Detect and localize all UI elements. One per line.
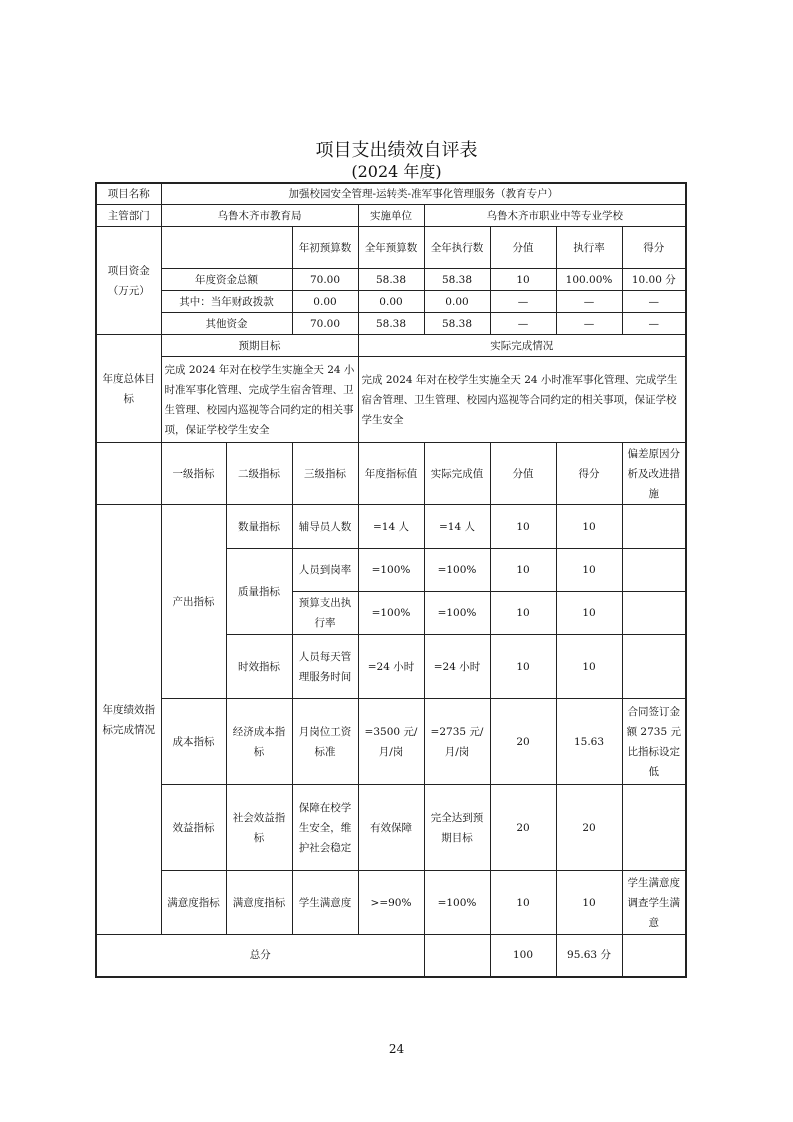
indicator-cell: 10 (556, 592, 622, 635)
fund-cell: — (622, 291, 686, 313)
project-name-label: 项目名称 (96, 183, 161, 205)
col-header: 全年预算数 (358, 227, 424, 269)
output-indicator-label: 产出指标 (161, 505, 226, 699)
empty-cell (622, 935, 686, 977)
indicator-cell (622, 592, 686, 635)
econ-cost-indicator-label: 经济成本指标 (226, 699, 292, 785)
table-row (96, 699, 686, 785)
indicator-cell: =100% (424, 871, 490, 935)
total-label: 总分 (96, 935, 424, 977)
empty-cell (161, 227, 292, 269)
indicator-cell: 完全达到预期目标 (424, 785, 490, 871)
col-header: 分值 (490, 227, 556, 269)
table-row (96, 505, 686, 549)
indicator-cell: 20 (556, 785, 622, 871)
indicator-cell: 20 (490, 785, 556, 871)
empty-cell (96, 443, 161, 505)
total-score-value: 100 (490, 935, 556, 977)
impl-value: 乌鲁木齐市职业中等专业学校 (424, 205, 686, 227)
indicator-cell: =100% (358, 592, 424, 635)
evaluation-table (95, 182, 687, 978)
fund-cell: 58.38 (424, 269, 490, 291)
actual-goal-text: 完成 2024 年对在校学生实施全天 24 小时准军事化管理、完成学生宿舍管理、卫生管理、校园内巡视等合同约定的相关事项，保证学校学生安全 (358, 357, 686, 443)
col-header: 年初预算数 (292, 227, 358, 269)
indicator-cell: =100% (424, 549, 490, 592)
dept-value: 乌鲁木齐市教育局 (161, 205, 358, 227)
indicator-cell: 15.63 (556, 699, 622, 785)
qty-indicator-label: 数量指标 (226, 505, 292, 549)
page-number: 24 (388, 1042, 405, 1056)
table-row (96, 291, 686, 313)
table-row (96, 335, 686, 357)
actual-goal-header: 实际完成情况 (358, 335, 686, 357)
indicator-cell: 有效保障 (358, 785, 424, 871)
satisfaction-sub-indicator-label: 满意度指标 (226, 871, 292, 935)
indicator-cell: =24 小时 (358, 635, 424, 699)
fund-cell: — (490, 291, 556, 313)
cost-indicator-label: 成本指标 (161, 699, 226, 785)
time-indicator-label: 时效指标 (226, 635, 292, 699)
social-benefit-indicator-label: 社会效益指标 (226, 785, 292, 871)
col-header: 三级指标 (292, 443, 358, 505)
table-row (96, 269, 686, 291)
indicator-cell: 10 (556, 635, 622, 699)
fund-cell: 100.00% (556, 269, 622, 291)
col-header: 年度指标值 (358, 443, 424, 505)
indicator-cell: =14 人 (358, 505, 424, 549)
fund-cell: — (556, 313, 622, 335)
indicator-cell: 人员到岗率 (292, 549, 358, 592)
fund-row-label: 其他资金 (161, 313, 292, 335)
indicator-cell: =100% (424, 592, 490, 635)
fund-row-label: 其中：当年财政拨款 (161, 291, 292, 313)
indicator-cell: =14 人 (424, 505, 490, 549)
indicator-cell: 10 (490, 635, 556, 699)
indicator-cell: 学生满意度 (292, 871, 358, 935)
col-header: 实际完成值 (424, 443, 490, 505)
indicator-cell: 10 (490, 505, 556, 549)
indicator-cell: 10 (556, 871, 622, 935)
indicator-cell: >=90% (358, 871, 424, 935)
col-header: 全年执行数 (424, 227, 490, 269)
fund-cell: 58.38 (424, 313, 490, 335)
indicator-cell (622, 635, 686, 699)
indicator-cell: 保障在校学生安全，维护社会稳定 (292, 785, 358, 871)
col-header: 得分 (556, 443, 622, 505)
satisfaction-indicator-label: 满意度指标 (161, 871, 226, 935)
indicator-cell: 10 (490, 871, 556, 935)
deviation-note: 学生满意度调查学生满意 (622, 871, 686, 935)
fund-cell: 10 (490, 269, 556, 291)
fund-cell: 70.00 (292, 313, 358, 335)
fund-cell: 58.38 (358, 269, 424, 291)
table-row (96, 443, 686, 505)
expected-goal-text: 完成 2024 年对在校学生实施全天 24 小时准军事化管理、完成学生宿舍管理、卫生管理、校园内巡视等合同约定的相关事项，保证学校学生安全 (161, 357, 358, 443)
table-row (96, 871, 686, 935)
fund-cell: — (490, 313, 556, 335)
indicator-cell: =3500 元/月/岗 (358, 699, 424, 785)
indicator-cell: 人员每天管理服务时间 (292, 635, 358, 699)
indicator-cell: 10 (556, 549, 622, 592)
table-row (96, 785, 686, 871)
indicator-cell (622, 785, 686, 871)
fund-cell: 0.00 (292, 291, 358, 313)
fund-cell: 70.00 (292, 269, 358, 291)
fund-cell: 0.00 (424, 291, 490, 313)
table-row (96, 227, 686, 269)
indicator-cell: 10 (490, 592, 556, 635)
page-title: 项目支出绩效自评表 (315, 140, 478, 161)
col-header: 得分 (622, 227, 686, 269)
deviation-note: 合同签订金额 2735 元比指标设定低 (622, 699, 686, 785)
empty-cell (424, 935, 490, 977)
impl-label: 实施单位 (358, 205, 424, 227)
dept-label: 主管部门 (96, 205, 161, 227)
indicator-cell: 10 (556, 505, 622, 549)
benefit-indicator-label: 效益指标 (161, 785, 226, 871)
table-row (96, 205, 686, 227)
indicator-cell (622, 505, 686, 549)
indicators-label: 年度绩效指标完成情况 (96, 505, 161, 935)
indicator-cell: 月岗位工资标准 (292, 699, 358, 785)
col-header: 执行率 (556, 227, 622, 269)
fund-row-label: 年度资金总额 (161, 269, 292, 291)
col-header: 一级指标 (161, 443, 226, 505)
total-score: 95.63 分 (556, 935, 622, 977)
fund-cell: 10.00 分 (622, 269, 686, 291)
indicator-cell: 10 (490, 549, 556, 592)
fund-cell: 58.38 (358, 313, 424, 335)
indicator-cell: =2735 元/月/岗 (424, 699, 490, 785)
expected-goal-header: 预期目标 (161, 335, 358, 357)
indicator-cell: 预算支出执行率 (292, 592, 358, 635)
table-row (96, 183, 686, 205)
funds-label: 项目资金（万元） (96, 227, 161, 335)
goals-label: 年度总体目标 (96, 335, 161, 443)
page-subtitle: (2024 年度) (351, 162, 442, 181)
table-row (96, 357, 686, 443)
fund-cell: — (556, 291, 622, 313)
fund-cell: 0.00 (358, 291, 424, 313)
table-row (96, 313, 686, 335)
quality-indicator-label: 质量指标 (226, 549, 292, 635)
indicator-cell: 辅导员人数 (292, 505, 358, 549)
project-name-value: 加强校园安全管理-运转类-准军事化管理服务（教育专户） (161, 183, 686, 205)
fund-cell: — (622, 313, 686, 335)
col-header: 分值 (490, 443, 556, 505)
indicator-cell: =100% (358, 549, 424, 592)
indicator-cell: =24 小时 (424, 635, 490, 699)
col-header: 二级指标 (226, 443, 292, 505)
indicator-cell (622, 549, 686, 592)
indicator-cell: 20 (490, 699, 556, 785)
col-header: 偏差原因分析及改进措施 (622, 443, 686, 505)
table-row (96, 935, 686, 977)
